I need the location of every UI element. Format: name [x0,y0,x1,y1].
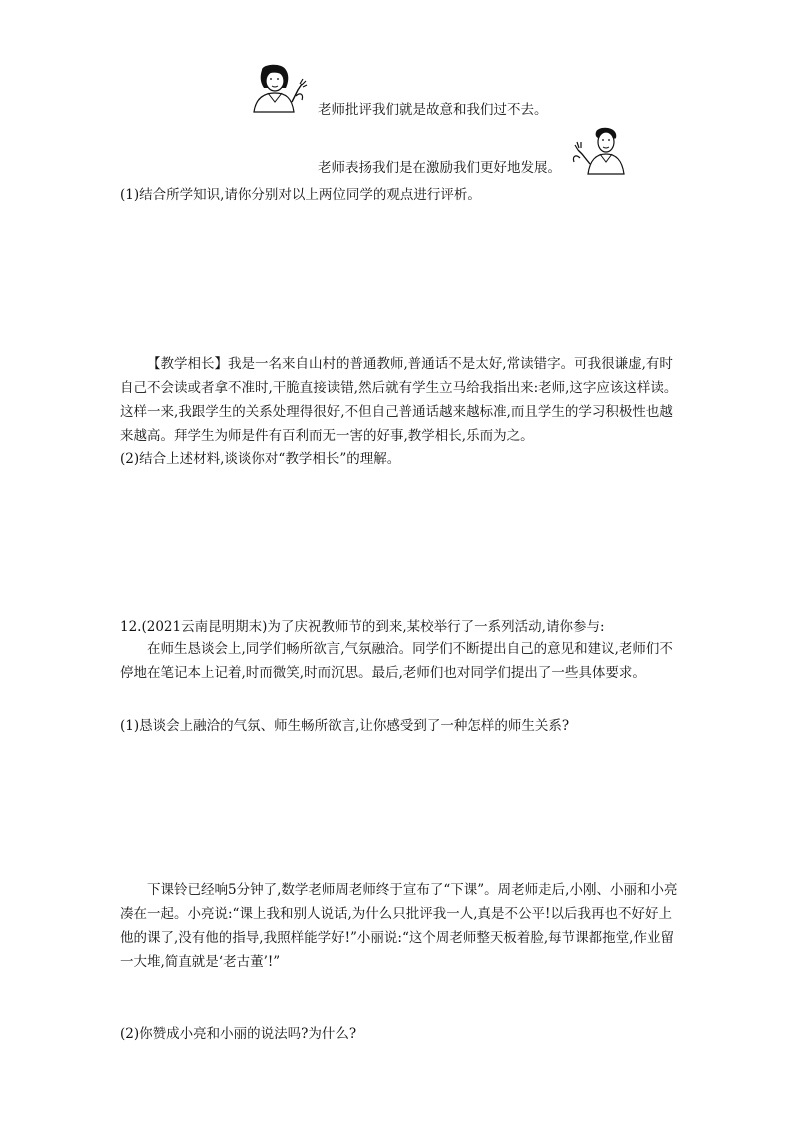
boy-student-illustration [570,124,628,176]
problem-12-question-2: (2)你赞成小亮和小丽的说法吗?为什么? [120,1026,357,1042]
problem-12-question-1: (1)恳谈会上融洽的气氛、师生畅所欲言,让你感受到了一种怎样的师生关系? [120,718,570,734]
problem-12-header: 12.(2021云南昆明期末)为了庆祝教师节的到来,某校举行了一系列活动,请你参与: [120,619,605,635]
girl-student-illustration [248,62,310,114]
problem-12-material-1: 在师生恳谈会上,同学们畅所欲言,气氛融洽。同学们不断提出自己的意见和建议,老师们不停地在笔记本上记着,时而微笑,时而沉思。最后,老师们也对同学们提出了一些具体要求。 [120,641,673,681]
question-1-comment: (1)结合所学知识,请你分别对以上两位同学的观点进行评析。 [120,187,481,203]
question-2-understanding: (2)结合上述材料,谈谈你对“教学相长”的理解。 [120,451,401,467]
problem-12-material-2: 下课铃已经响5分钟了,数学老师周老师终于宣布了“下课”。周老师走后,小刚、小丽和小亮凑在一起。小亮说:“课上我和别人说话,为什么只批评我一人,真是不公平!以后我再也不好好上他的课了,没有他的指导,我照样能学好!”小丽说:“这个周老师整天板着脸,每节课都拖堂,作业留一大堆,简直就是‘老古董’!” [120,882,678,970]
left-student-quote: 老师批评我们就是故意和我们过不去。 [318,102,548,118]
teaching-material: 【教学相长】我是一名来自山村的普通教师,普通话不是太好,常读错字。可我很谦虚,有时自己不会读或者拿不准时,干脆直接读错,然后就有学生立马给我指出来:老师,这字应该这样读。这样一来,我跟学生的关系处理得很好,不但自己普通话越来越标准,而且学生的学习积极性也越来越高。拜学生为师是件有百利而无一害的好事,教学相长,乐而为之。 [120,356,678,444]
right-student-quote: 老师表扬我们是在激励我们更好地发展。 [318,160,561,176]
